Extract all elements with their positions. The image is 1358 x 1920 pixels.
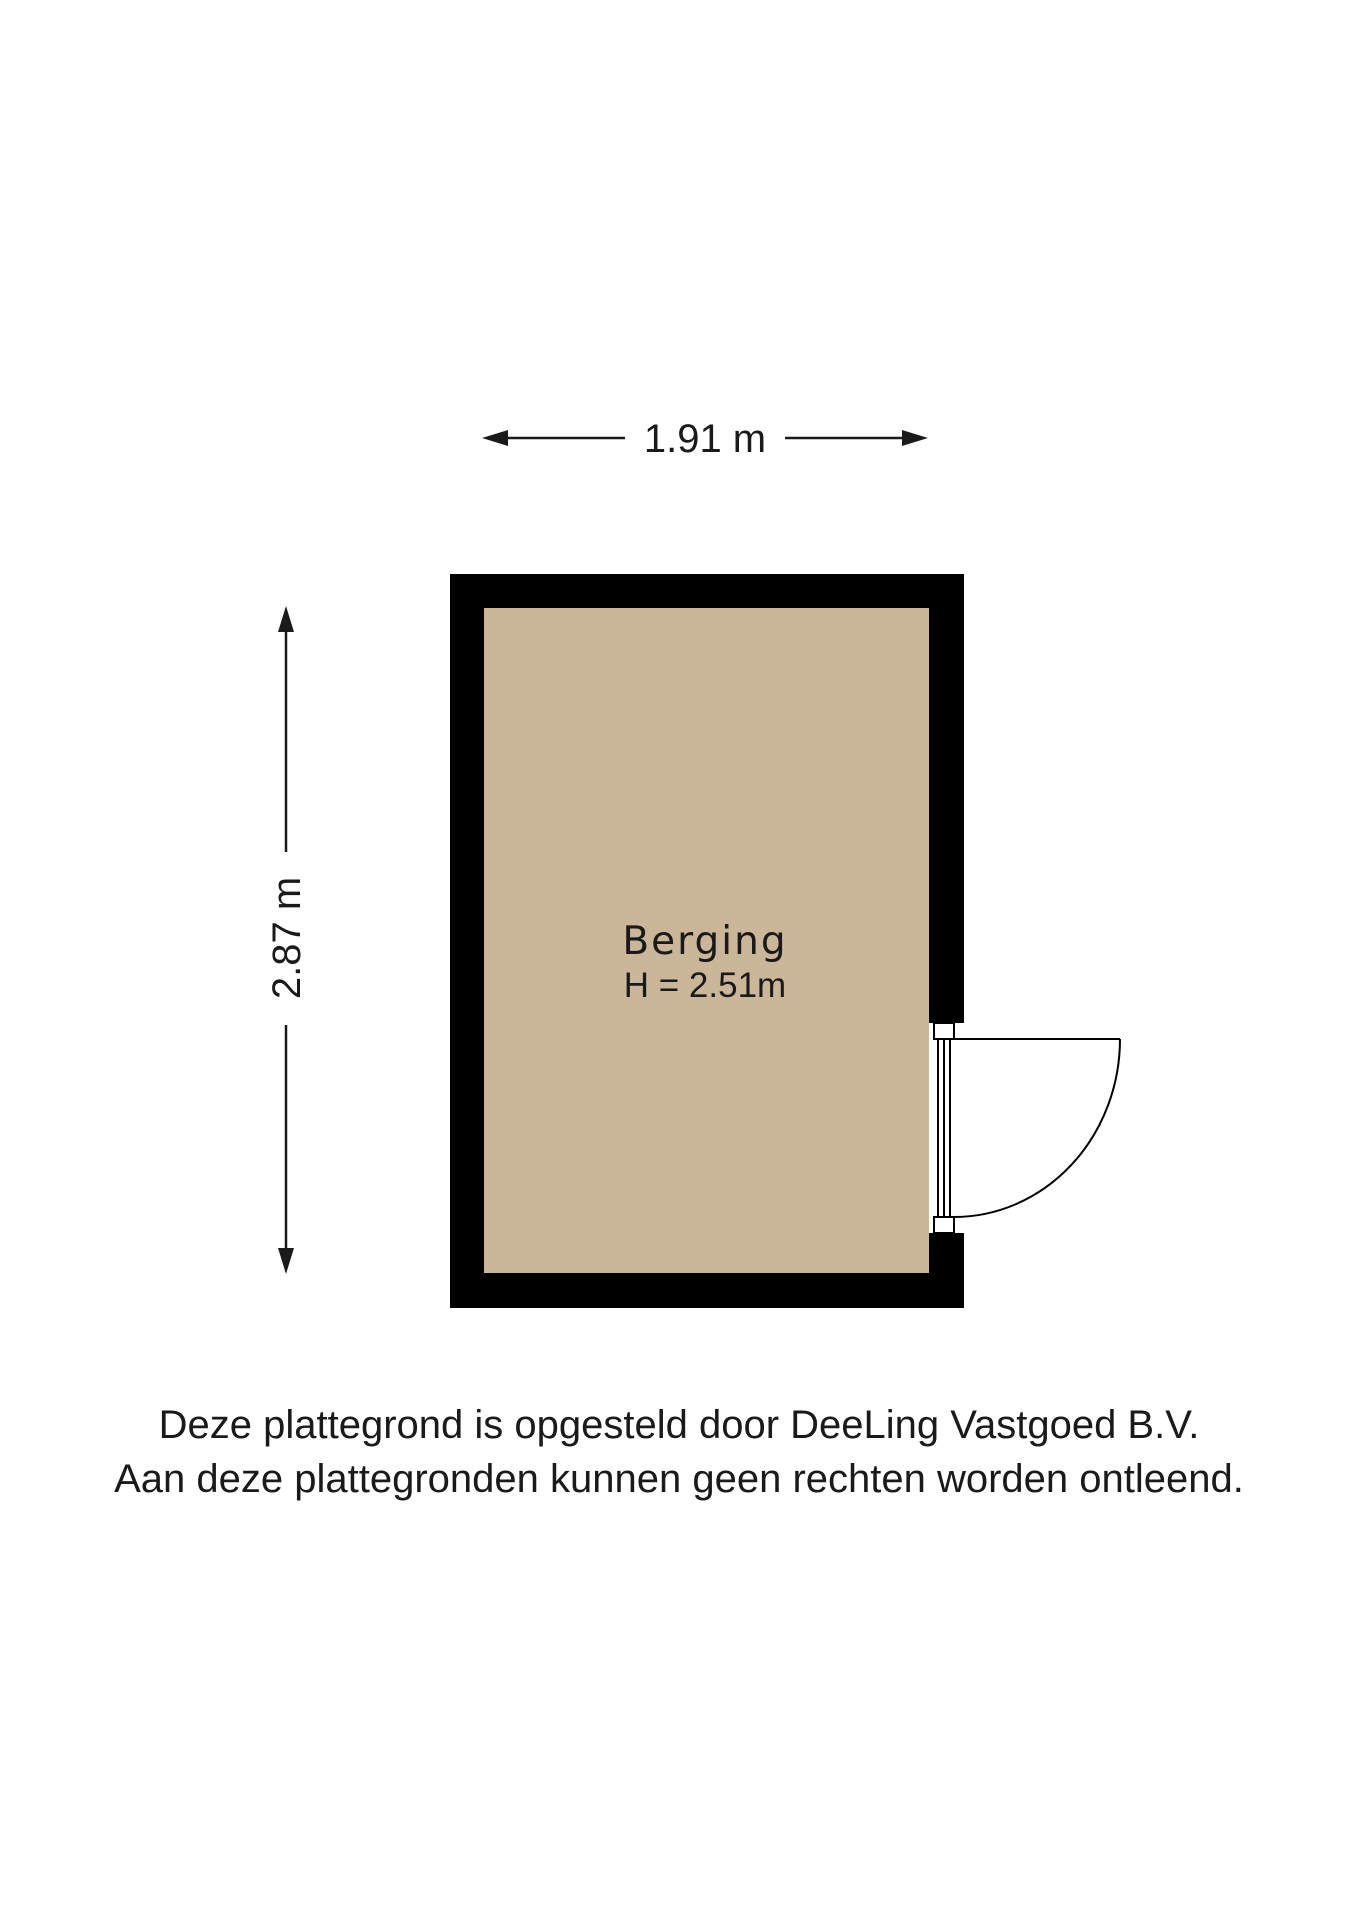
width-arrow-right-icon [902, 430, 928, 446]
disclaimer-line-1: Deze plattegrond is opgesteld door DeeLing Vastgoed B.V. [158, 1403, 1200, 1447]
length-dimension-label: 2.87 m [265, 876, 309, 1000]
length-arrow-top-icon [278, 606, 294, 632]
door-jamb-top [934, 1023, 954, 1039]
door-swing-arc [954, 1039, 1120, 1217]
door-jamb-bottom [934, 1217, 954, 1233]
width-arrow-left-icon [482, 430, 508, 446]
disclaimer-line-2: Aan deze plattegronden kunnen geen rechten worden ontleend. [114, 1457, 1244, 1501]
wall-right-lower [929, 1233, 964, 1308]
wall-left [450, 574, 484, 1308]
wall-top [450, 574, 964, 608]
width-dimension-label: 1.91 m [643, 417, 767, 461]
length-dimension [265, 606, 309, 1274]
wall-bottom [450, 1273, 964, 1308]
door [934, 1023, 1120, 1233]
length-arrow-bottom-icon [278, 1248, 294, 1274]
room-height: H = 2.51m [623, 966, 787, 1005]
width-dimension [482, 417, 928, 461]
wall-right-upper [929, 574, 964, 1023]
room-name: Berging [622, 919, 788, 964]
